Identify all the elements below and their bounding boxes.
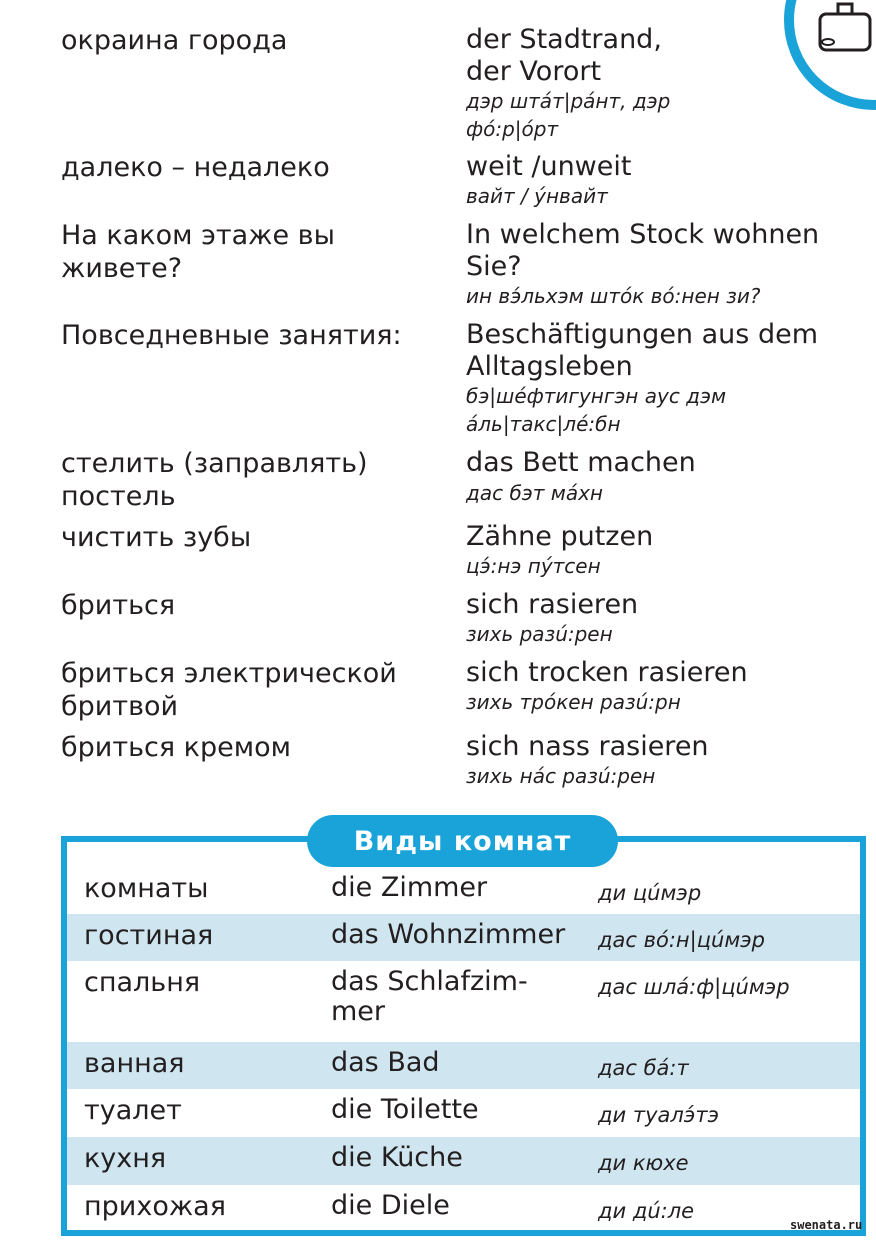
room-ru: ванная: [84, 1048, 185, 1079]
phrase-transcription: зихь разú:рен: [466, 622, 613, 646]
phrase-ru: бриться электрической бритвой: [61, 658, 397, 722]
table-row: [67, 867, 860, 914]
room-transcription: ди туалэ́тэ: [598, 1103, 720, 1127]
room-transcription: дас бá:т: [598, 1056, 689, 1080]
phrase-transcription: зихь нáс разú:рен: [466, 764, 656, 788]
room-de: die Toilette: [331, 1094, 479, 1125]
room-de: das Schlafzim- mer: [331, 966, 528, 1027]
phrase-de: sich rasieren: [466, 589, 639, 620]
room-transcription: ди кюхе: [598, 1151, 689, 1175]
phrase-ru: далеко – недалеко: [61, 152, 330, 183]
phrase-transcription: ин вэ́льхэм штóк вó:нен зи?: [466, 284, 761, 308]
phrase-ru: стелить (заправлять) постель: [61, 448, 368, 512]
room-de: die Zimmer: [331, 872, 488, 903]
table-row: [67, 1185, 863, 1232]
room-transcription: дас шлá:ф|цúмэр: [598, 975, 790, 999]
phrase-ru: Повседневные занятия:: [61, 320, 402, 351]
room-ru: комнаты: [84, 873, 209, 904]
phrase-transcription: зихь трóкен разú:рн: [466, 690, 681, 714]
room-de: das Wohnzimmer: [331, 919, 566, 950]
room-de: die Küche: [331, 1142, 463, 1173]
rooms-title: Виды комнат: [307, 815, 618, 867]
room-ru: кухня: [84, 1143, 167, 1174]
room-transcription: ди цúмэр: [598, 881, 702, 905]
phrase-de: weit /unweit: [466, 151, 632, 182]
phrase-de: In welchem Stock wohnen Sie?: [466, 219, 820, 282]
phrase-de: Beschäftigungen aus dem Alltagsleben: [466, 319, 818, 382]
table-row: [67, 1137, 860, 1185]
phrase-ru: окраина города: [61, 25, 288, 56]
room-de: die Diele: [331, 1190, 450, 1221]
phrase-de: das Bett machen: [466, 447, 696, 478]
phrase-de: der Stadtrand, der Vorort: [466, 24, 662, 87]
phrase-transcription: вайт / ýнвайт: [466, 184, 608, 208]
table-row: [67, 914, 860, 961]
phrase-de: Zähne putzen: [466, 521, 654, 552]
phrase-transcription: дэр штáт|рáнт, дэр фó:р|óрт: [466, 89, 671, 141]
table-row: [67, 1042, 860, 1089]
table-row: [67, 1089, 860, 1137]
room-ru: спальня: [84, 967, 201, 998]
room-ru: прихожая: [84, 1191, 226, 1222]
phrase-transcription: цэ́:нэ пýтсен: [466, 554, 601, 578]
phrase-transcription: дас бэт мáхн: [466, 481, 604, 505]
table-row: [67, 961, 860, 1042]
phrase-ru: чистить зубы: [61, 522, 252, 553]
phrase-de: sich trocken rasieren: [466, 657, 748, 688]
phrase-ru: бриться: [61, 590, 176, 621]
room-transcription: ди дú:ле: [598, 1199, 695, 1223]
room-ru: туалет: [84, 1095, 182, 1126]
room-ru: гостиная: [84, 920, 214, 951]
phrase-de: sich nass rasieren: [466, 731, 709, 762]
room-de: das Bad: [331, 1047, 440, 1078]
phrase-transcription: бэ|шéфтигунгэн аус дэм áль|такс|лé:бн: [466, 384, 727, 436]
phrase-ru: На каком этаже вы живете?: [61, 220, 335, 284]
room-transcription: дас вó:н|цúмэр: [598, 928, 766, 952]
phrase-ru: бриться кремом: [61, 732, 291, 763]
watermark: swenata.ru: [790, 1218, 863, 1232]
